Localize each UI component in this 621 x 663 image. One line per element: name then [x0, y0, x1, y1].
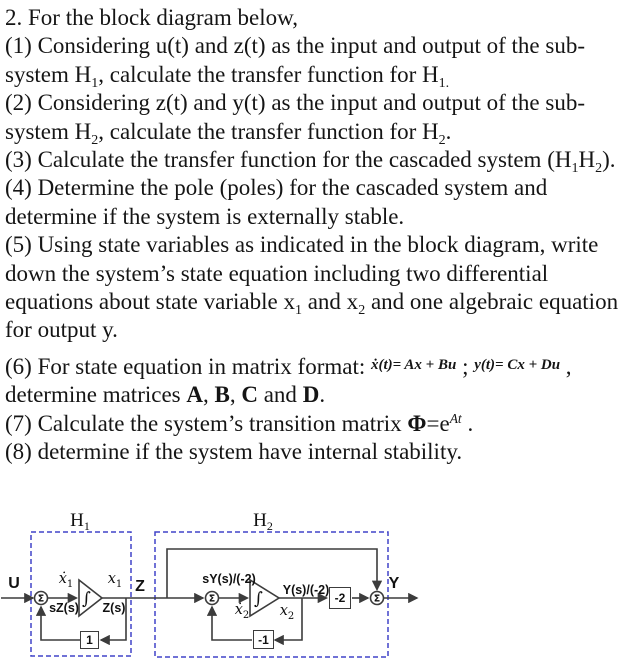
- text-line: [5, 32, 621, 60]
- intermediate-signal-label: Z: [135, 578, 145, 595]
- text-line: [5, 351, 621, 381]
- text-segment: 1.: [438, 75, 450, 91]
- text-segment: =e: [426, 410, 450, 436]
- text-segment: 2: [91, 132, 99, 148]
- text-segment: .: [445, 118, 452, 144]
- h1-integral-icon: ∫: [82, 589, 91, 609]
- text-segment: (2) Considering z(t) and y(t) as the input and output of the sub-: [5, 90, 585, 116]
- h2-integral-icon: ∫: [254, 589, 263, 609]
- text-segment: Φ: [407, 410, 427, 436]
- text-segment: system H: [5, 118, 92, 144]
- h2-state-sub: 2: [287, 611, 295, 622]
- h2-output-gain-block: -2: [329, 587, 351, 609]
- output-sum-sigma: Σ: [373, 593, 381, 605]
- text-segment: ;: [456, 353, 475, 379]
- text-segment: determine if the system is externally stable.: [5, 203, 405, 229]
- text-segment: At: [449, 410, 462, 426]
- h2-feedback-gain-block: -1: [253, 630, 274, 649]
- text-segment: ,: [229, 382, 242, 408]
- text-segment: 2. For the block diagram below,: [5, 5, 298, 30]
- text-line: [5, 260, 621, 288]
- output-signal-label: Y: [388, 575, 400, 592]
- text-segment: .: [461, 410, 474, 436]
- h2-title-sub: 2: [266, 519, 273, 533]
- text-segment: (1) Considering u(t) and z(t) as the input and output of the sub-: [5, 33, 585, 59]
- text-segment: (8) determine if the system have internal stability.: [5, 439, 463, 465]
- text-segment: determine matrices: [5, 382, 187, 408]
- text-segment: ).: [602, 147, 616, 173]
- text-segment: ,: [560, 353, 572, 379]
- text-segment: y(t)= Cx + Du: [474, 356, 561, 373]
- text-segment: (7) Calculate the system’s transition matrix: [5, 410, 408, 436]
- text-segment: down the system’s state equation including two differential: [5, 260, 549, 286]
- text-segment: and one algebraic equation: [365, 289, 619, 315]
- h2-state-deriv-sub: 2: [242, 610, 250, 621]
- h1-feedback-gain-block: 1: [80, 631, 99, 649]
- h1-state-deriv-base: ẋ: [58, 571, 67, 587]
- text-segment: 2: [595, 161, 603, 177]
- h2-state-deriv-label: [234, 602, 250, 621]
- text-line: [5, 118, 621, 146]
- h1-post-integrator-label: Z(s): [102, 601, 126, 615]
- text-segment: and x: [301, 289, 359, 315]
- h1-title-sub: 1: [83, 519, 90, 533]
- text-line: [5, 61, 621, 89]
- text-line: [5, 231, 621, 259]
- text-segment: 1: [91, 75, 99, 91]
- h1-state-deriv-sub: 1: [66, 579, 74, 590]
- text-segment: ẋ(t)= Ax + Bu: [371, 356, 457, 373]
- text-segment: A: [186, 382, 203, 408]
- h2-post-integrator-label: Y(s)/(-2): [282, 583, 330, 597]
- text-segment: (4) Determine the pole (poles) for the cascaded system and: [5, 175, 548, 201]
- text-segment: , calculate the transfer function for H: [98, 118, 439, 144]
- text-segment: system H: [5, 61, 92, 87]
- h2-state-label: [279, 603, 295, 622]
- text-segment: for output y.: [5, 317, 118, 343]
- text-segment: , calculate the transfer function for H: [98, 61, 439, 87]
- text-segment: D: [302, 382, 320, 408]
- text-segment: H: [578, 147, 596, 173]
- h2-sum-sigma: Σ: [208, 593, 216, 605]
- text-segment: (3) Calculate the transfer function for the cascaded system (H: [5, 147, 572, 173]
- h2-state-deriv-base: ẋ: [234, 602, 243, 618]
- text-segment: 1: [294, 303, 302, 319]
- text-line: [5, 203, 621, 231]
- h1-state-base: x: [107, 571, 116, 587]
- text-line: [5, 316, 621, 344]
- text-line: [5, 410, 621, 438]
- text-line: [5, 89, 621, 117]
- h1-state-deriv-label: [58, 571, 74, 590]
- problem-text: [5, 4, 621, 467]
- h1-sum-sigma: Σ: [37, 593, 45, 605]
- block-diagram: [0, 483, 621, 663]
- text-segment: 1: [571, 161, 579, 177]
- h2-title: [253, 510, 273, 534]
- text-line: [5, 146, 621, 177]
- h2-title-base: H: [253, 510, 267, 531]
- text-line: [5, 288, 621, 319]
- h1-state-label: [107, 571, 123, 590]
- text-segment: and: [257, 382, 303, 408]
- text-segment: 2: [358, 303, 366, 319]
- text-line: [5, 438, 621, 466]
- h2-pre-integrator-label: sY(s)/(-2): [202, 572, 256, 586]
- input-signal-label: U: [8, 575, 20, 592]
- text-segment: 2: [438, 132, 446, 148]
- text-line: [5, 381, 621, 409]
- h1-title-base: H: [70, 510, 84, 531]
- text-segment: (5) Using state variables as indicated in the block diagram, write: [5, 232, 599, 258]
- text-segment: .: [319, 382, 326, 408]
- text-segment: C: [241, 382, 258, 408]
- h1-state-sub: 1: [115, 579, 123, 590]
- text-segment: B: [214, 382, 230, 408]
- h2-state-base: x: [279, 603, 288, 619]
- text-segment: equations about state variable x: [5, 289, 295, 315]
- h1-title: [70, 510, 90, 534]
- text-line: [5, 4, 621, 32]
- h1-pre-integrator-label: sZ(s): [49, 601, 79, 615]
- text-segment: (6) For state equation in matrix format:: [5, 353, 371, 379]
- text-line: [5, 174, 621, 202]
- text-segment: ,: [203, 382, 215, 408]
